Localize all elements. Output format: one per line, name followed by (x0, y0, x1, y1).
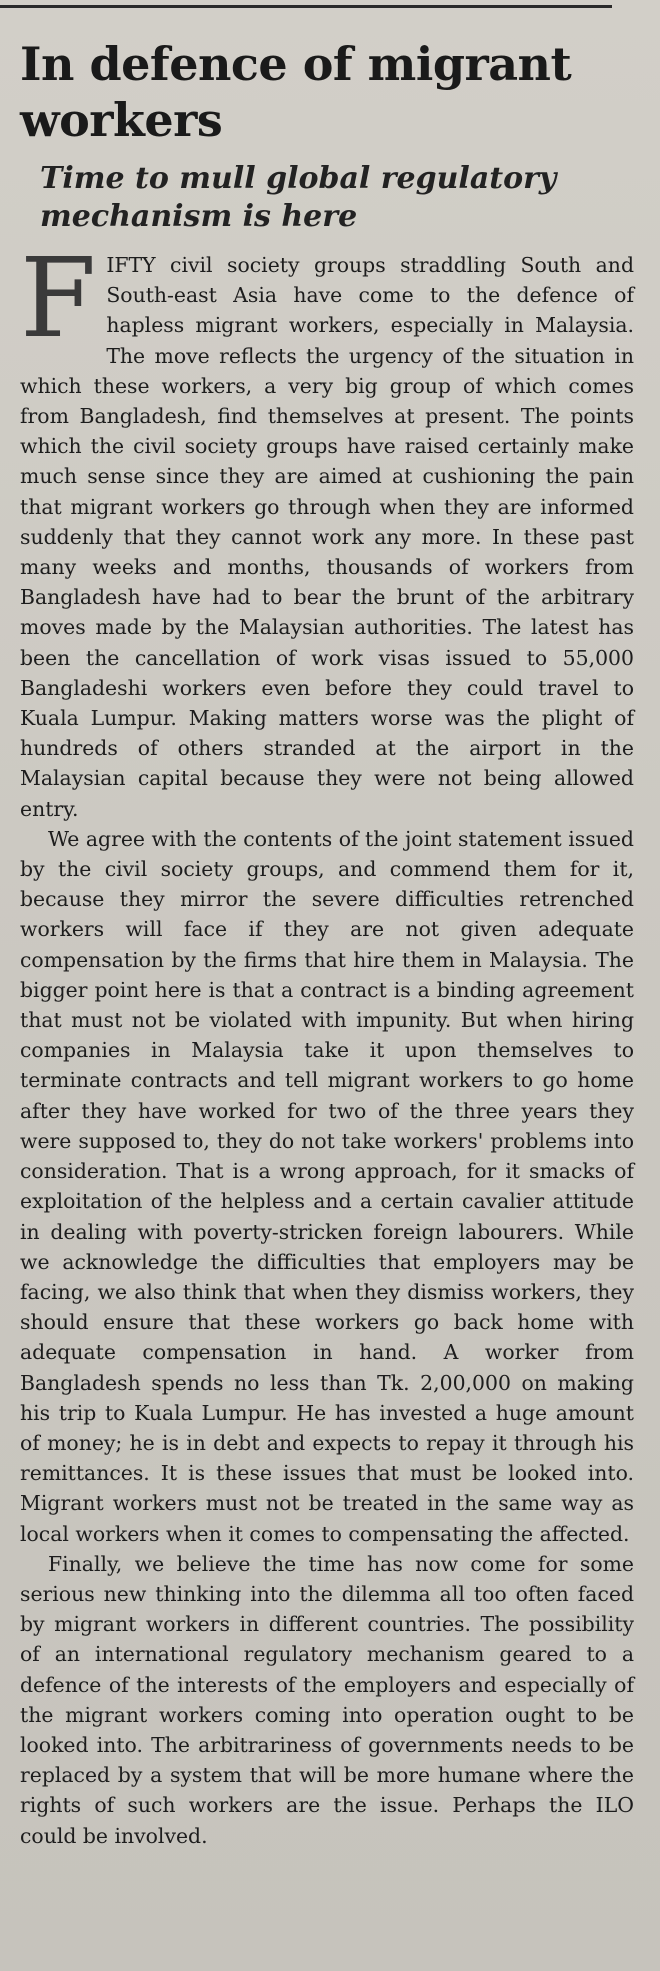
paragraph-1 (20, 234, 634, 824)
paragraph-1-text: IFTY civil society groups straddling South and South-east Asia have come to the defence of hapless migrant workers, especially in Malaysia. The move reflects the urgency of the situation in which these workers, a very big group of which comes from Bangladesh, find themselves at present. The points which the civil society groups have raised certainly make much sense since they are aimed at cushioning the pain that migrant workers go through when they are informed suddenly that they cannot work any more. In these past many weeks and months, thousands of workers from Bangladesh have had to bear the brunt of the arbitrary moves made by the Malaysian authorities. The latest has been the cancellation of work visas issued to 55,000 Bangladeshi workers even before they could travel to Kuala Lumpur. Making matters worse was the plight of hundreds of others stranded at the airport in the Malaysian capital because they were not being allowed entry. (20, 253, 634, 821)
paragraph-2: We agree with the contents of the joint statement issued by the civil society groups, and commend them for it, because they mirror the severe difficulties retrenched workers will face if they are not given adequate compensation by the firms that hire them in Malaysia. The bigger point here is that a contract is a binding agreement that must not be violated with impunity. But when hiring companies in Malaysia take it upon themselves to terminate contracts and tell migrant workers to go home after they have worked for two of the three years they were supposed to, they do not take workers' problems into consideration. That is a wrong approach, for it smacks of exploitation of the helpless and a certain cavalier attitude in dealing with poverty-stricken foreign labourers. While we acknowledge the difficulties that employers may be facing, we also think that when they dismiss workers, they should ensure that these workers go back home with adequate compensation in hand. A worker from Bangladesh spends no less than Tk. 2,00,000 on making his trip to Kuala Lumpur. He has invested a huge amount of money; he is in debt and expects to repay it through his remittances. It is these issues that must be looked into. Migrant workers must not be treated in the same way as local workers when it comes to compensating the affected. (20, 826, 634, 1546)
paragraph-3: Finally, we believe the time has now come for some serious new thinking into the dilemma all too often faced by migrant workers in different countries. The possibility of an international regulatory mechanism geared to a defence of the interests of the employers and especially of the migrant workers coming into operation ought to be looked into. The arbitrariness of governments needs to be replaced by a system that will be more humane where the rights of such workers are the issue. Perhaps the ILO could be involved. (20, 1551, 634, 1848)
headline: In defence of migrant workers (20, 37, 572, 147)
top-rule (0, 5, 612, 8)
drop-cap: F (20, 234, 97, 362)
subheadline: Time to mull global regulatory mechanism is here (40, 161, 557, 234)
article-body (20, 234, 634, 1851)
